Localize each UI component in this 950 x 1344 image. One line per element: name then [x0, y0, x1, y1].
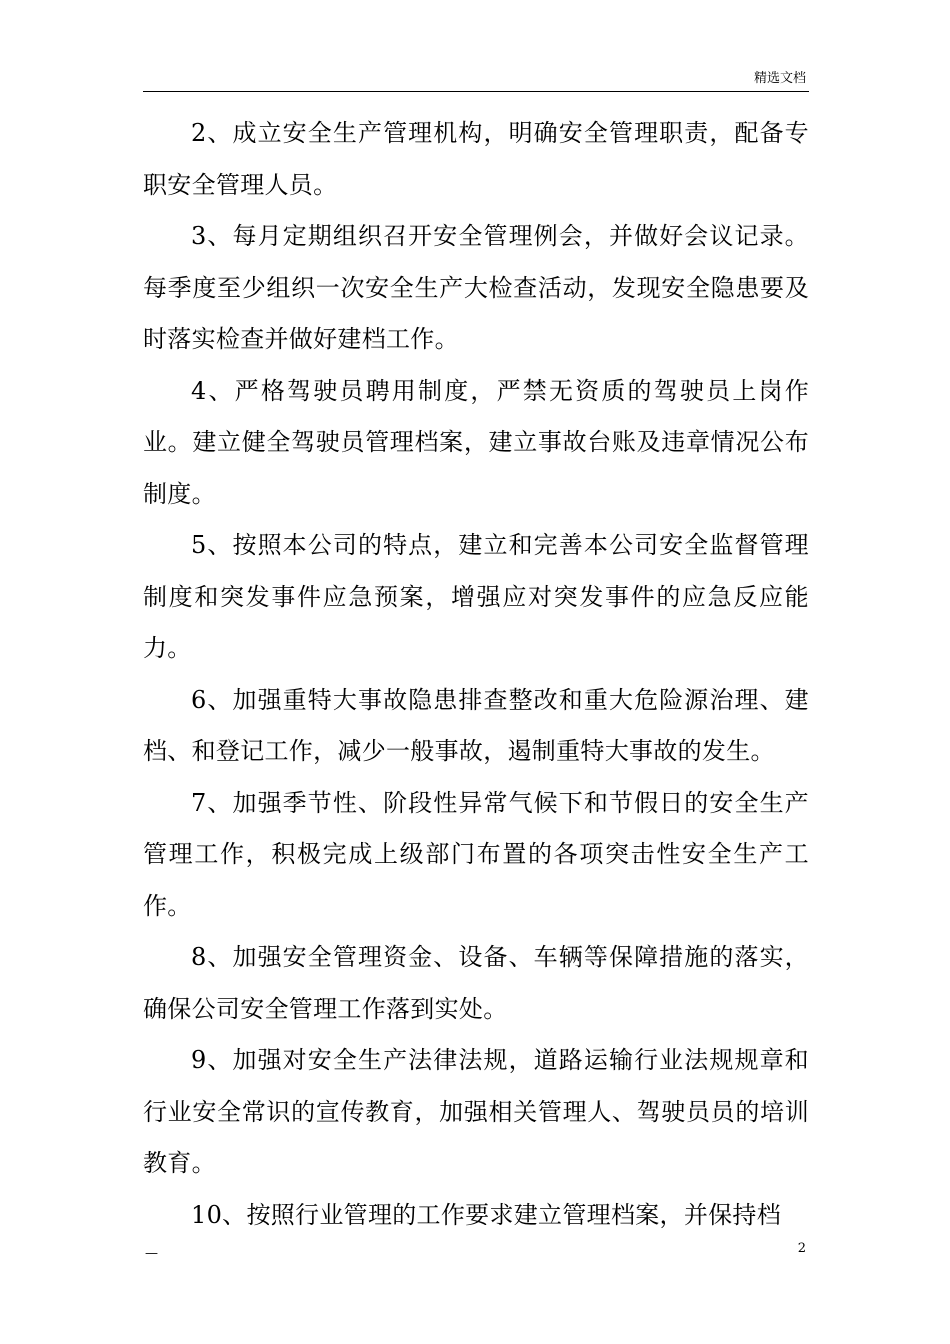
document-body	[143, 108, 809, 1241]
paragraph-7: 7、加强季节性、阶段性异常气候下和节假日的安全生产管理工作，积极完成上级部门布置的各项突击性安全生产工作。	[143, 788, 809, 920]
header-rule	[143, 91, 809, 92]
paragraph-9: 9、加强对安全生产法律法规，道路运输行业法规规章和行业安全常识的宣传教育，加强相关管理人、驾驶员员的培训教育。	[143, 1046, 809, 1177]
paragraph-8: 8、加强安全管理资金、设备、车辆等保障措施的落实，确保公司安全管理工作落到实处。	[143, 943, 809, 1023]
page-number: 2	[797, 1241, 806, 1256]
header-label: 精选文档	[753, 71, 806, 86]
paragraph-5: 5、按照本公司的特点，建立和完善本公司安全监督管理制度和突发事件应急预案，增强应对突发事件的应急反应能力。	[143, 531, 809, 662]
paragraph-10: 10、按照行业管理的工作要求建立管理档案，并保持档	[191, 1200, 782, 1229]
paragraph-3: 3、每月定期组织召开安全管理例会，并做好会议记录。每季度至少组织一次安全生产大检查活动，发现安全隐患要及时落实检查并做好建档工作。	[143, 222, 809, 353]
footer-mark: —	[145, 1246, 158, 1261]
paragraph-6: 6、加强重特大事故隐患排查整改和重大危险源治理、建档、和登记工作，减少一般事故，遏制重特大事故的发生。	[143, 685, 809, 765]
paragraph-2: 2、成立安全生产管理机构，明确安全管理职责，配备专职安全管理人员。	[143, 119, 809, 199]
paragraph-4: 4、严格驾驶员聘用制度，严禁无资质的驾驶员上岗作业。建立健全驾驶员管理档案，建立事故台账及违章情况公布制度。	[143, 376, 809, 508]
